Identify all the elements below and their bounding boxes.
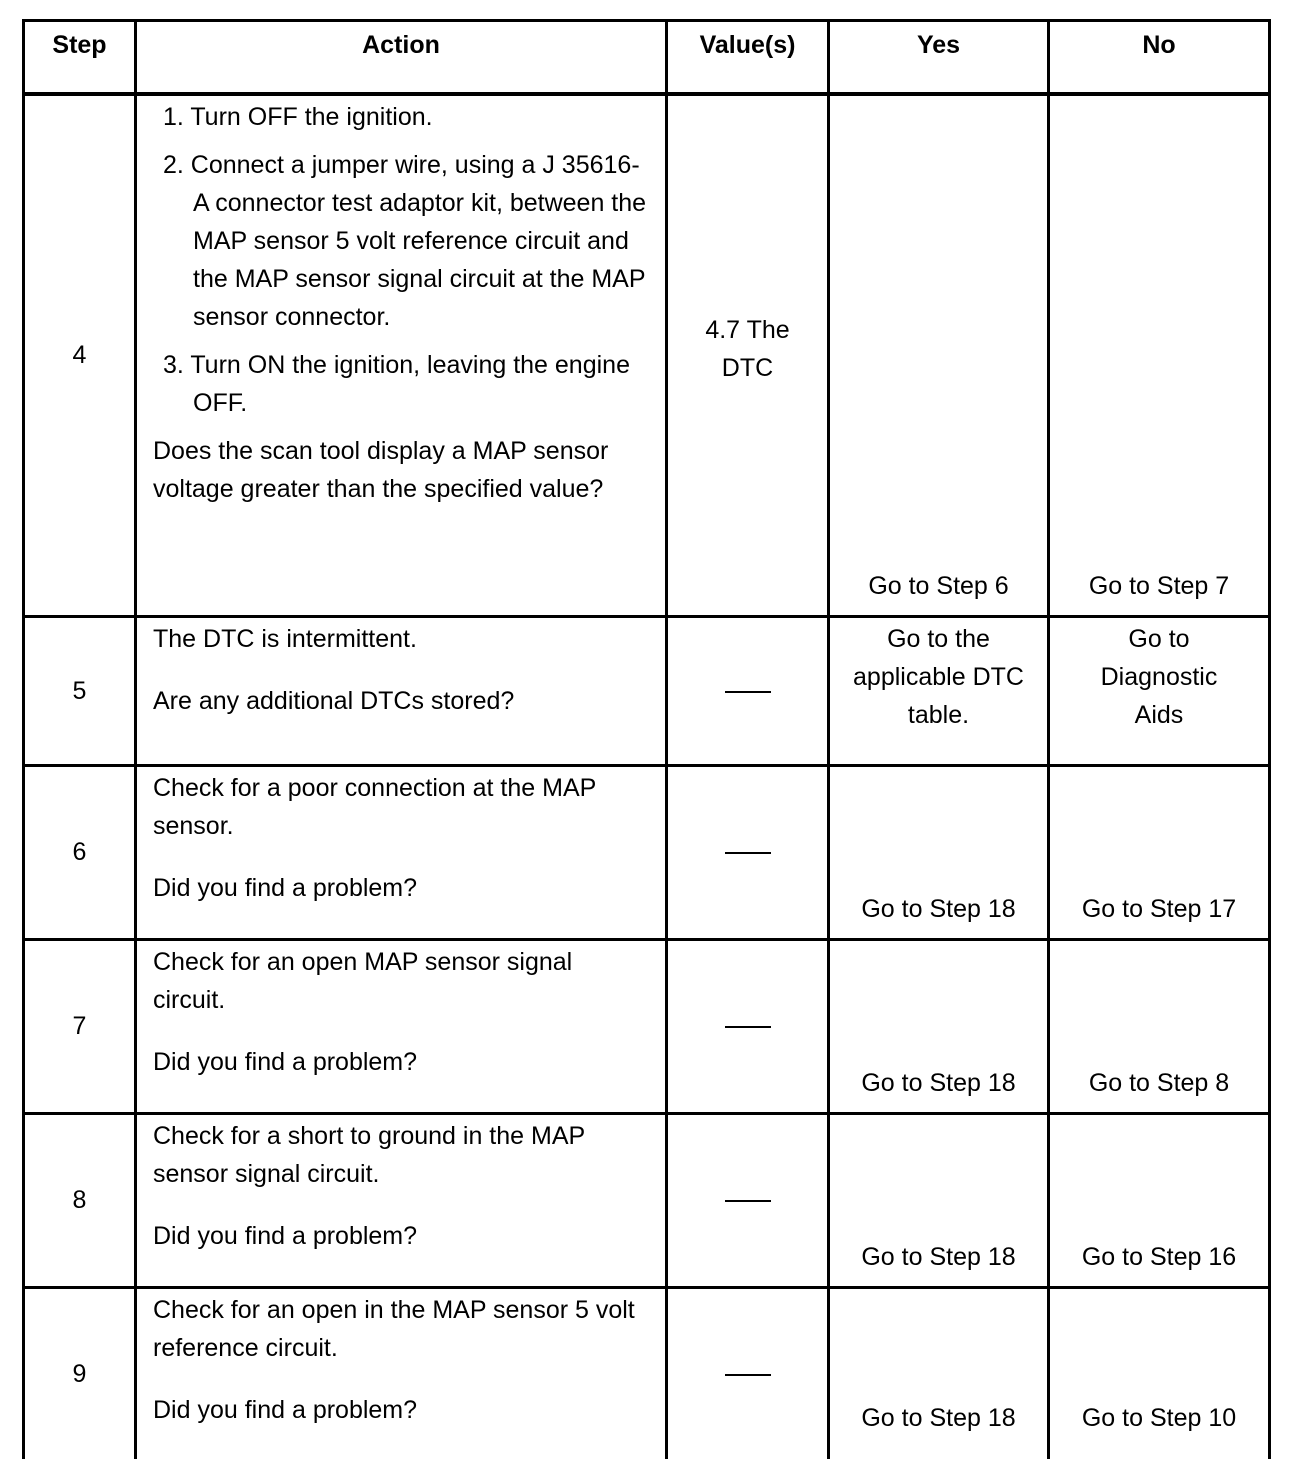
yes-cell: Go to the applicable DTC table. [829,616,1049,765]
step-number: 8 [24,1113,136,1287]
value-dash [725,852,771,854]
action-cell [136,616,667,765]
no-cell: Go to Step 10 [1049,1287,1270,1459]
table-row [24,1287,1270,1459]
step-number: 4 [24,94,136,616]
action-question: Did you find a problem? [153,873,418,902]
action-question: Does the scan tool display a MAP sensor voltage greater than the specified value? [153,437,609,503]
no-cell: Go to Step 16 [1049,1113,1270,1287]
value-dash [725,1200,771,1202]
header-step: Step [24,21,136,95]
no-text: Go to Diagnostic Aids [1100,624,1218,729]
table-row [24,765,1270,939]
header-action: Action [136,21,667,95]
table-row [24,939,1270,1113]
no-cell: Go to Step 8 [1049,939,1270,1113]
action-step: 1. Turn OFF the ignition. [163,103,433,131]
action-step: 2. Connect a jumper wire, using a J 35616-A connector test adaptor kit, between the MAP sensor 5 volt reference circuit and the MAP sensor signal circuit at the MAP sensor connector. [163,151,647,331]
action-cell [136,765,667,939]
value-cell [667,94,829,616]
header-no: No [1049,21,1270,95]
step-number: 5 [24,616,136,765]
action-text: Check for a short to ground in the MAP sensor signal circuit. [153,1121,585,1188]
yes-cell: Go to Step 18 [829,939,1049,1113]
action-cell [136,939,667,1113]
yes-cell: Go to Step 18 [829,1113,1049,1287]
action-question: Did you find a problem? [153,1047,418,1076]
no-cell: Go to Step 17 [1049,765,1270,939]
value-dash [725,1374,771,1376]
value-cell [667,765,829,939]
table-header-row [24,21,1270,95]
action-cell [136,1287,667,1459]
no-cell [1049,616,1270,765]
action-steps-list [153,98,651,422]
table-row [24,94,1270,616]
action-text: Check for a poor connection at the MAP sensor. [153,773,596,840]
action-text: Check for an open MAP sensor signal circuit. [153,947,573,1014]
action-text: The DTC is intermittent. [153,624,417,653]
table-row [24,1113,1270,1287]
step-number: 6 [24,765,136,939]
action-cell [136,1113,667,1287]
action-question: Are any additional DTCs stored? [153,686,515,715]
action-cell [136,94,667,616]
action-question: Did you find a problem? [153,1221,418,1250]
value-cell [667,939,829,1113]
table-row [24,616,1270,765]
value-cell [667,1113,829,1287]
yes-cell: Go to Step 18 [829,765,1049,939]
step-number: 9 [24,1287,136,1459]
no-cell: Go to Step 7 [1049,94,1270,616]
diagnostic-table [22,19,1271,1459]
yes-cell: Go to Step 6 [829,94,1049,616]
action-text: Check for an open in the MAP sensor 5 volt reference circuit. [153,1295,635,1362]
action-step: 3. Turn ON the ignition, leaving the engine OFF. [163,351,630,417]
value-text: 4.7 The DTC [705,316,790,383]
step-number: 7 [24,939,136,1113]
action-question: Did you find a problem? [153,1395,418,1424]
value-dash [725,1026,771,1028]
value-cell [667,1287,829,1459]
value-dash [725,691,771,693]
value-cell [667,616,829,765]
yes-cell: Go to Step 18 [829,1287,1049,1459]
header-values: Value(s) [667,21,829,95]
header-yes: Yes [829,21,1049,95]
